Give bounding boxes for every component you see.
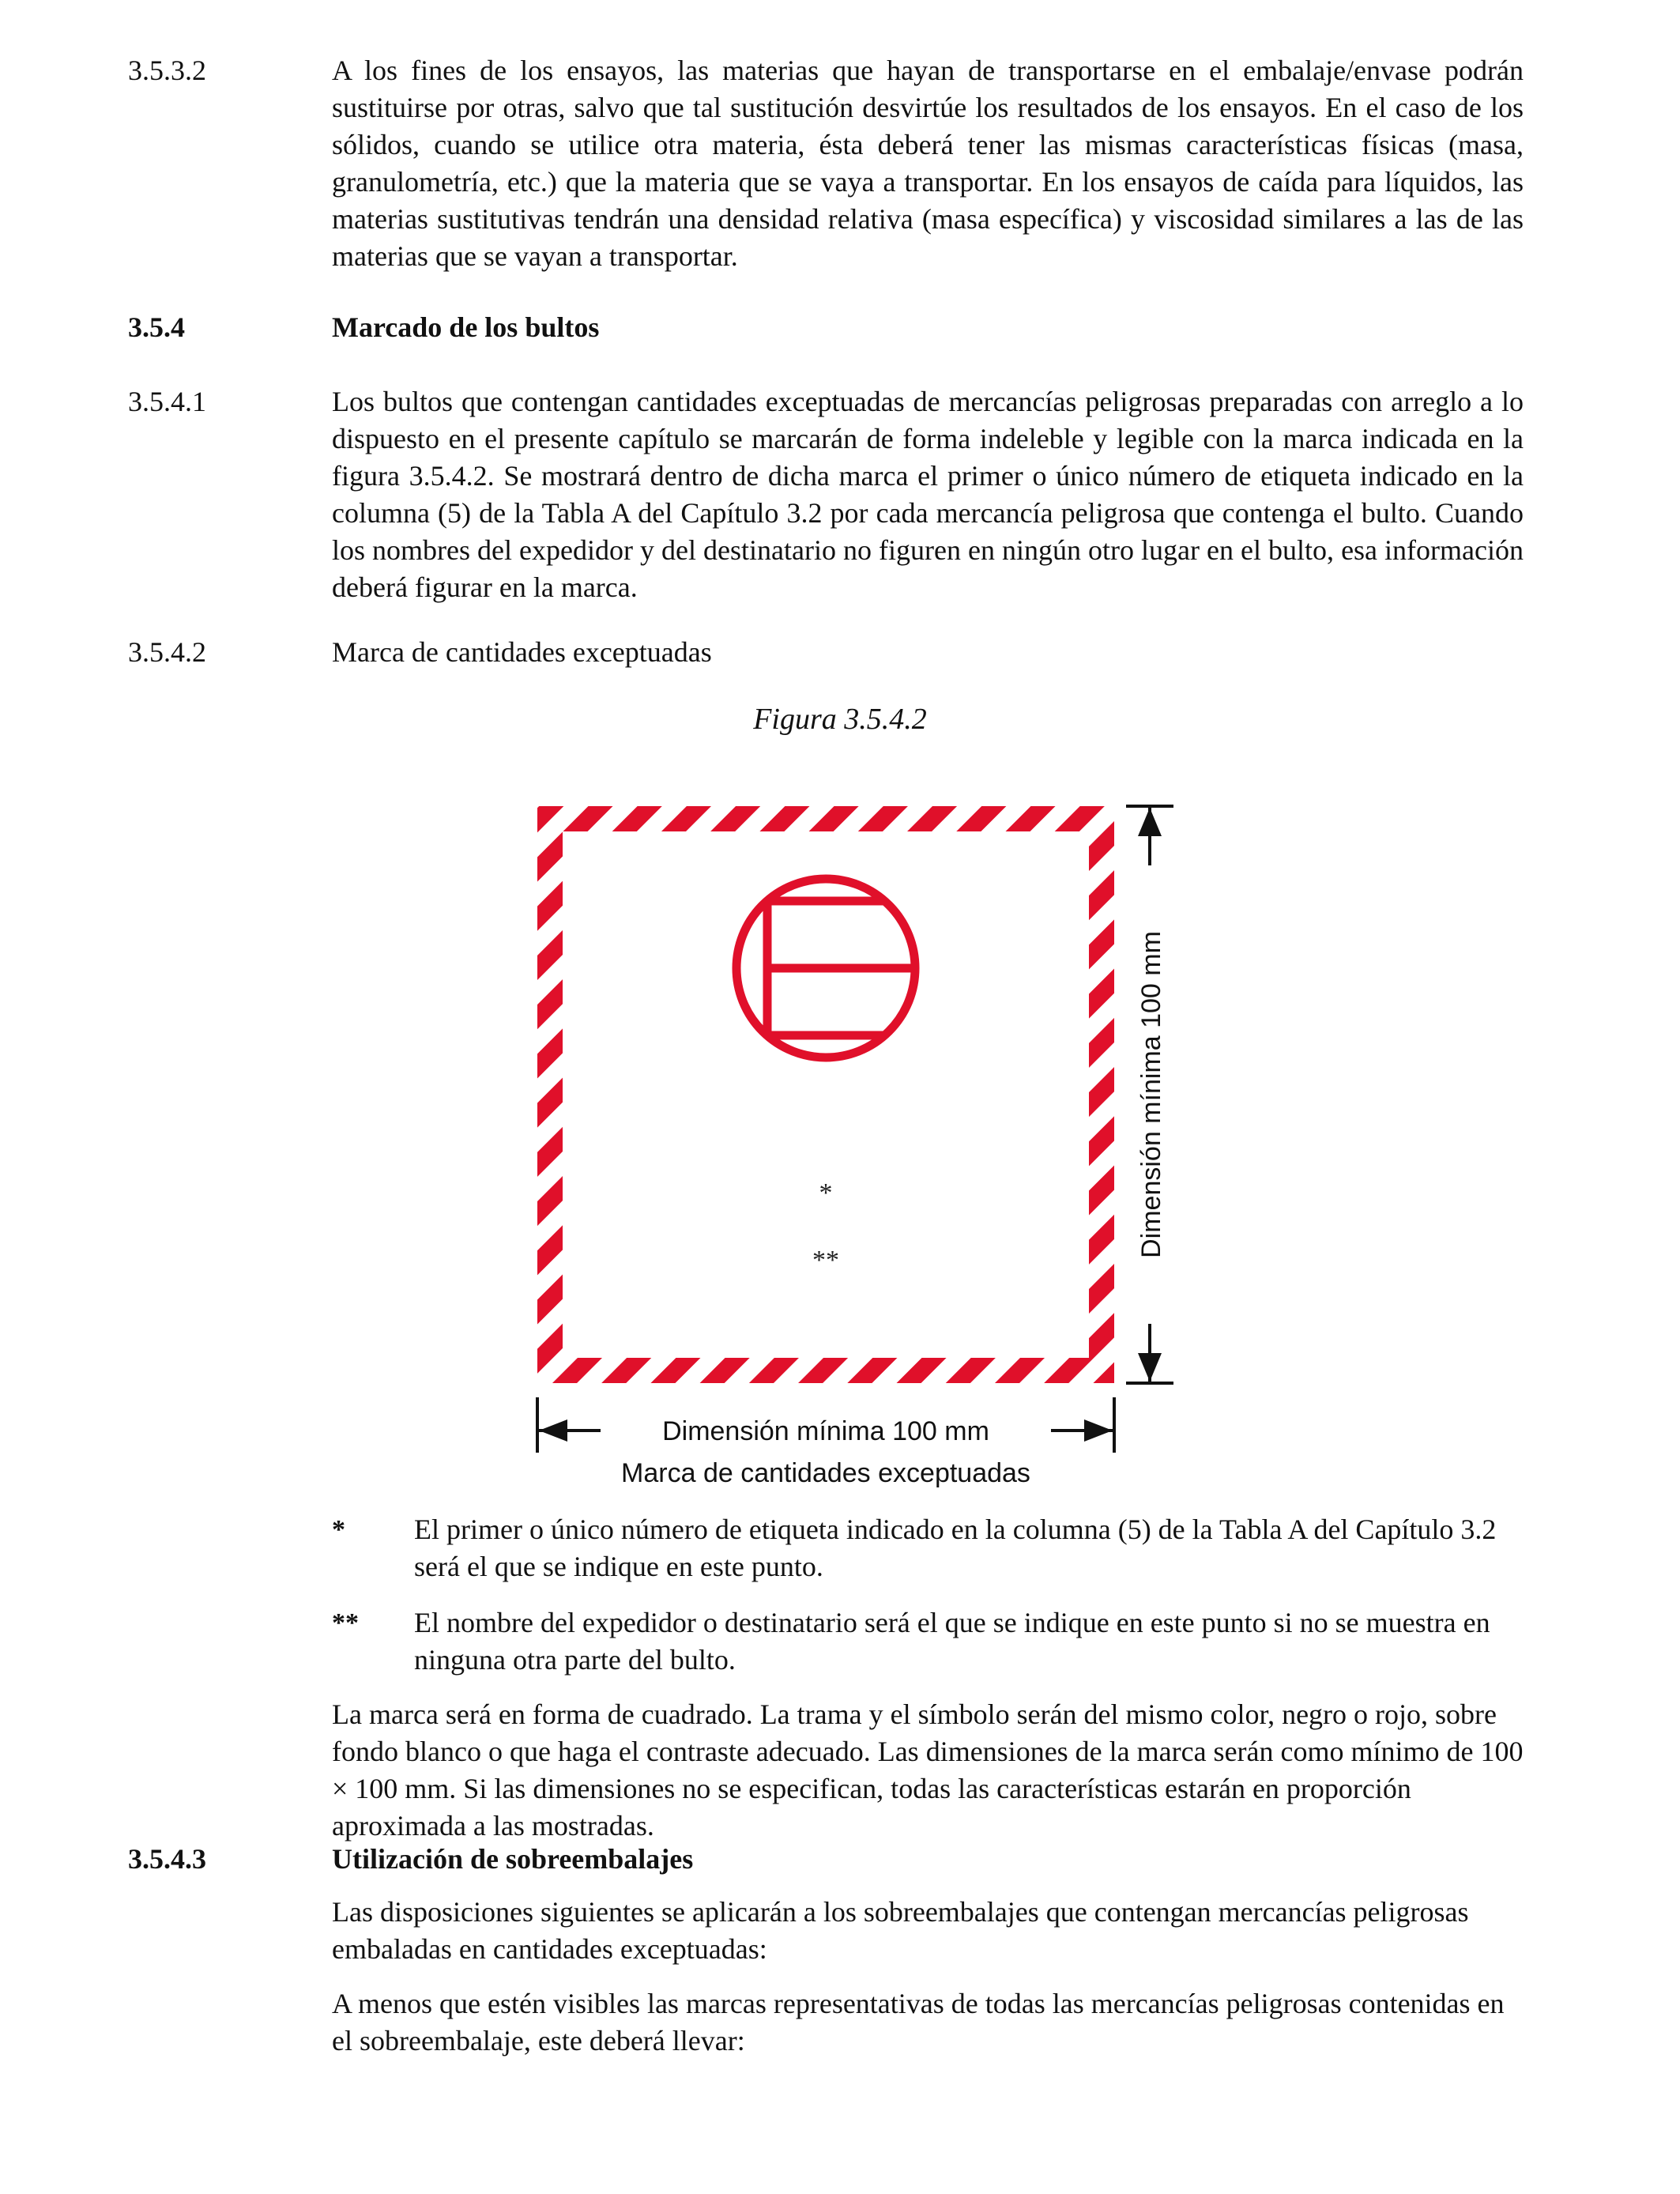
horizontal-dimension-label: Dimensión mínima 100 mm [662, 1416, 989, 1446]
star-placeholder-1: * [819, 1178, 833, 1208]
star-placeholder-2: ** [812, 1246, 839, 1275]
section-number-3542: 3.5.4.2 [128, 636, 206, 668]
section-number-354: 3.5.4 [128, 311, 185, 343]
hatched-border [537, 806, 1114, 1383]
footnote-text-2: El nombre del expedidor o destinatario será el que se indique en este punto si no se muestra en ninguna otra parte del bulto. [414, 1607, 1490, 1676]
section-3543-title: Utilización de sobreembalajes [332, 1843, 694, 1875]
section-number-3532: 3.5.3.2 [128, 55, 206, 86]
figure-subcaption: Marca de cantidades exceptuadas [621, 1458, 1030, 1488]
footnote-mark-2: ** [332, 1608, 359, 1638]
section-3543-p1: Las disposiciones siguientes se aplicarán a los sobreembalajes que contengan mercancías peligrosas embaladas en cantidades exceptuadas: [332, 1896, 1469, 1965]
footnote-mark-1: * [332, 1515, 345, 1544]
figure-caption: Figura 3.5.4.2 [753, 703, 927, 736]
exceptuadas-mark-figure [506, 790, 1185, 1502]
section-number-3543: 3.5.4.3 [128, 1843, 206, 1875]
section-3532-text: A los fines de los ensayos, las materias que hayan de transportarse en el embalaje/envase podrán sustituirse por otras, salvo que tal sustitución desvirtúe los resultados de los ensayos. En el caso de los sólidos, cuando se utilice otra materia, ésta deberá tener las mismas características físicas (masa, granulometría, etc.) que la materia que se vaya a transportar. En los ensayos de caída para líquidos, las materias sustitutivas tendrán una densidad relativa (masa específica) y viscosidad similares a las de las materias que se vayan a transportar. [332, 55, 1524, 272]
mark-description: La marca será en forma de cuadrado. La trama y el símbolo serán del mismo color, negro o rojo, sobre fondo blanco o que haga el contraste adecuado. Las dimensiones de la marca serán como mínimo de 100 × 100 mm. Si las dimensiones no se especifican, todas las características estarán en proporción aproximada a las mostradas. [332, 1698, 1524, 1842]
section-number-3541: 3.5.4.1 [128, 386, 206, 417]
section-354-title: Marcado de los bultos [332, 311, 600, 343]
section-3542-title: Marca de cantidades exceptuadas [332, 636, 712, 668]
footnote-text-1: El primer o único número de etiqueta indicado en la columna (5) de la Tabla A del Capítulo 3.2 será el que se indique en este punto. [414, 1514, 1497, 1582]
vertical-dimension-label: Dimensión mínima 100 mm [1136, 931, 1166, 1258]
section-3543-p2: A menos que estén visibles las marcas representativas de todas las mercancías peligrosas contenidas en el sobreembalaje, este deberá llevar: [332, 1988, 1505, 2056]
section-3541-text: Los bultos que contengan cantidades exceptuadas de mercancías peligrosas preparadas con arreglo a lo dispuesto en el presente capítulo se marcarán de forma indeleble y legible con la marca indicada en la figura 3.5.4.2. Se mostrará dentro de dicha marca el primer o único número de etiqueta indicado en la columna (5) de la Tabla A del Capítulo 3.2 por cada mercancía peligrosa que contenga el bulto. Cuando los nombres del expedidor y del destinatario no figuren en ningún otro lugar en el bulto, esa información deberá figurar en la marca. [332, 386, 1524, 603]
